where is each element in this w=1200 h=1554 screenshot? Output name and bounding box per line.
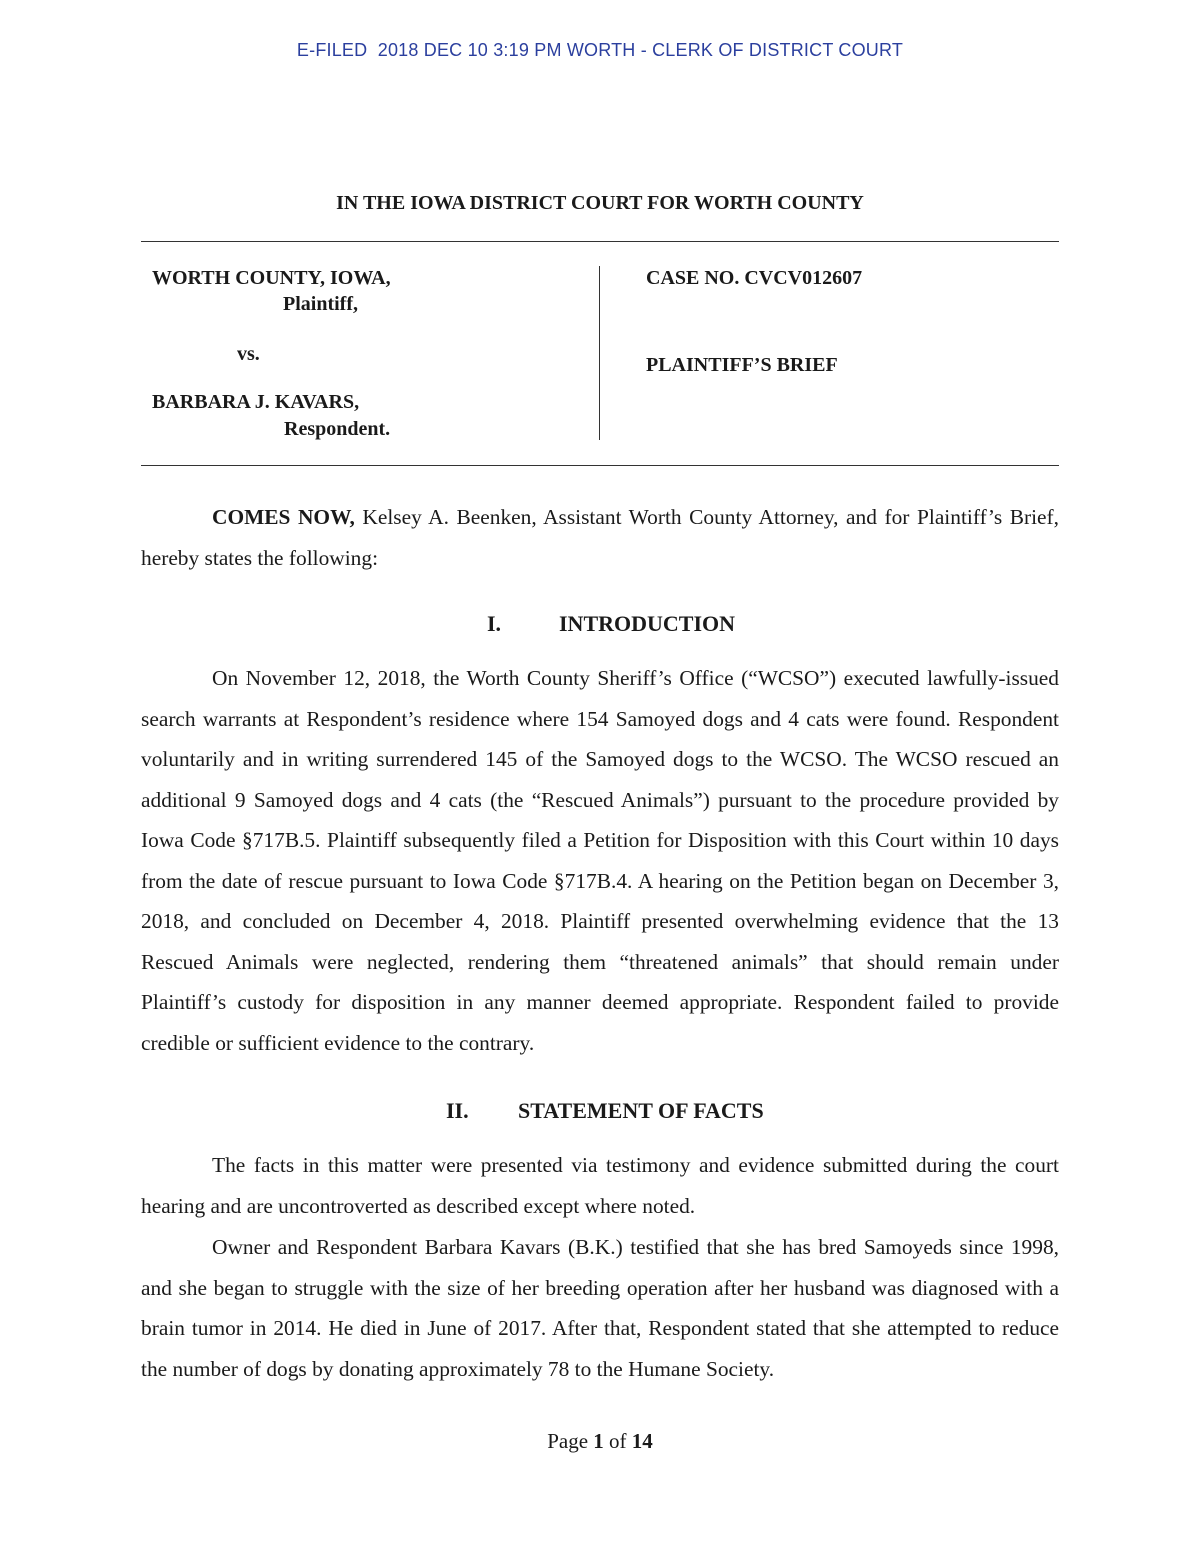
opening-paragraph (141, 497, 1059, 578)
efile-stamp: E-FILED 2018 DEC 10 3:19 PM WORTH - CLERK OF DISTRICT COURT (296, 40, 904, 60)
section-1-title: INTRODUCTION (559, 611, 736, 636)
respondent-role: Respondent. (284, 418, 391, 440)
page-current: 1 (593, 1429, 604, 1453)
page-word: Page (547, 1429, 589, 1453)
respondent-name: BARBARA J. KAVARS, (152, 391, 360, 413)
case-number: CASE NO. CVCV012607 (646, 267, 863, 289)
facts-paragraph-2: Owner and Respondent Barbara Kavars (B.K.) testified that she has bred Samoyeds since 1998, and she began to struggle with the size of her breeding operation after her husband was diagnosed with a brain tumor in 2014. He died in June of 2017. After that, Respondent stated that she attempted to reduce the number of dogs by donating approximately 78 to the Humane Society. (141, 1235, 1059, 1381)
caption-divider (599, 266, 600, 440)
caption-top-rule (141, 241, 1059, 242)
plaintiff-role: Plaintiff, (283, 293, 358, 315)
document-title: PLAINTIFF’S BRIEF (646, 354, 838, 376)
caption-bottom-rule (141, 465, 1059, 466)
opening-text: Kelsey A. Beenken, Assistant Worth County Attorney, and for Plaintiff’s Brief, hereby states the following: (141, 505, 1059, 570)
court-title: IN THE IOWA DISTRICT COURT FOR WORTH COUNTY (336, 192, 864, 214)
page-footer (0, 1429, 1200, 1454)
page-total: 14 (631, 1429, 653, 1453)
section-2-numeral: II. (446, 1098, 469, 1123)
section-1-numeral: I. (487, 611, 502, 636)
versus-label: vs. (237, 343, 260, 365)
of-word: of (609, 1429, 627, 1453)
opening-lead: COMES NOW, (212, 505, 355, 529)
introduction-paragraph: On November 12, 2018, the Worth County Sheriff’s Office (“WCSO”) executed lawfully-issued search warrants at Respondent’s residence where 154 Samoyed dogs and 4 cats were found. Respondent voluntarily and in writing surrendered 145 of the Samoyed dogs to the WCSO. The WCSO rescued an additional 9 Samoyed dogs and 4 cats (the “Rescued Animals”) pursuant to the procedure provided by Iowa Code §717B.5. Plaintiff subsequently filed a Petition for Disposition with this Court within 10 days from the date of rescue pursuant to Iowa Code §717B.4. A hearing on the Petition began on December 3, 2018, and concluded on December 4, 2018. Plaintiff presented overwhelming evidence that the 13 Rescued Animals were neglected, rendering them “threatened animals” that should remain under Plaintiff’s custody for disposition in any manner deemed appropriate. Respondent failed to provide credible or sufficient evidence to the contrary. (141, 666, 1059, 1055)
plaintiff-name: WORTH COUNTY, IOWA, (152, 267, 391, 289)
facts-paragraph-1: The facts in this matter were presented via testimony and evidence submitted during the court hearing and are uncontroverted as described except where noted. (141, 1153, 1059, 1218)
section-2-title: STATEMENT OF FACTS (518, 1098, 764, 1123)
